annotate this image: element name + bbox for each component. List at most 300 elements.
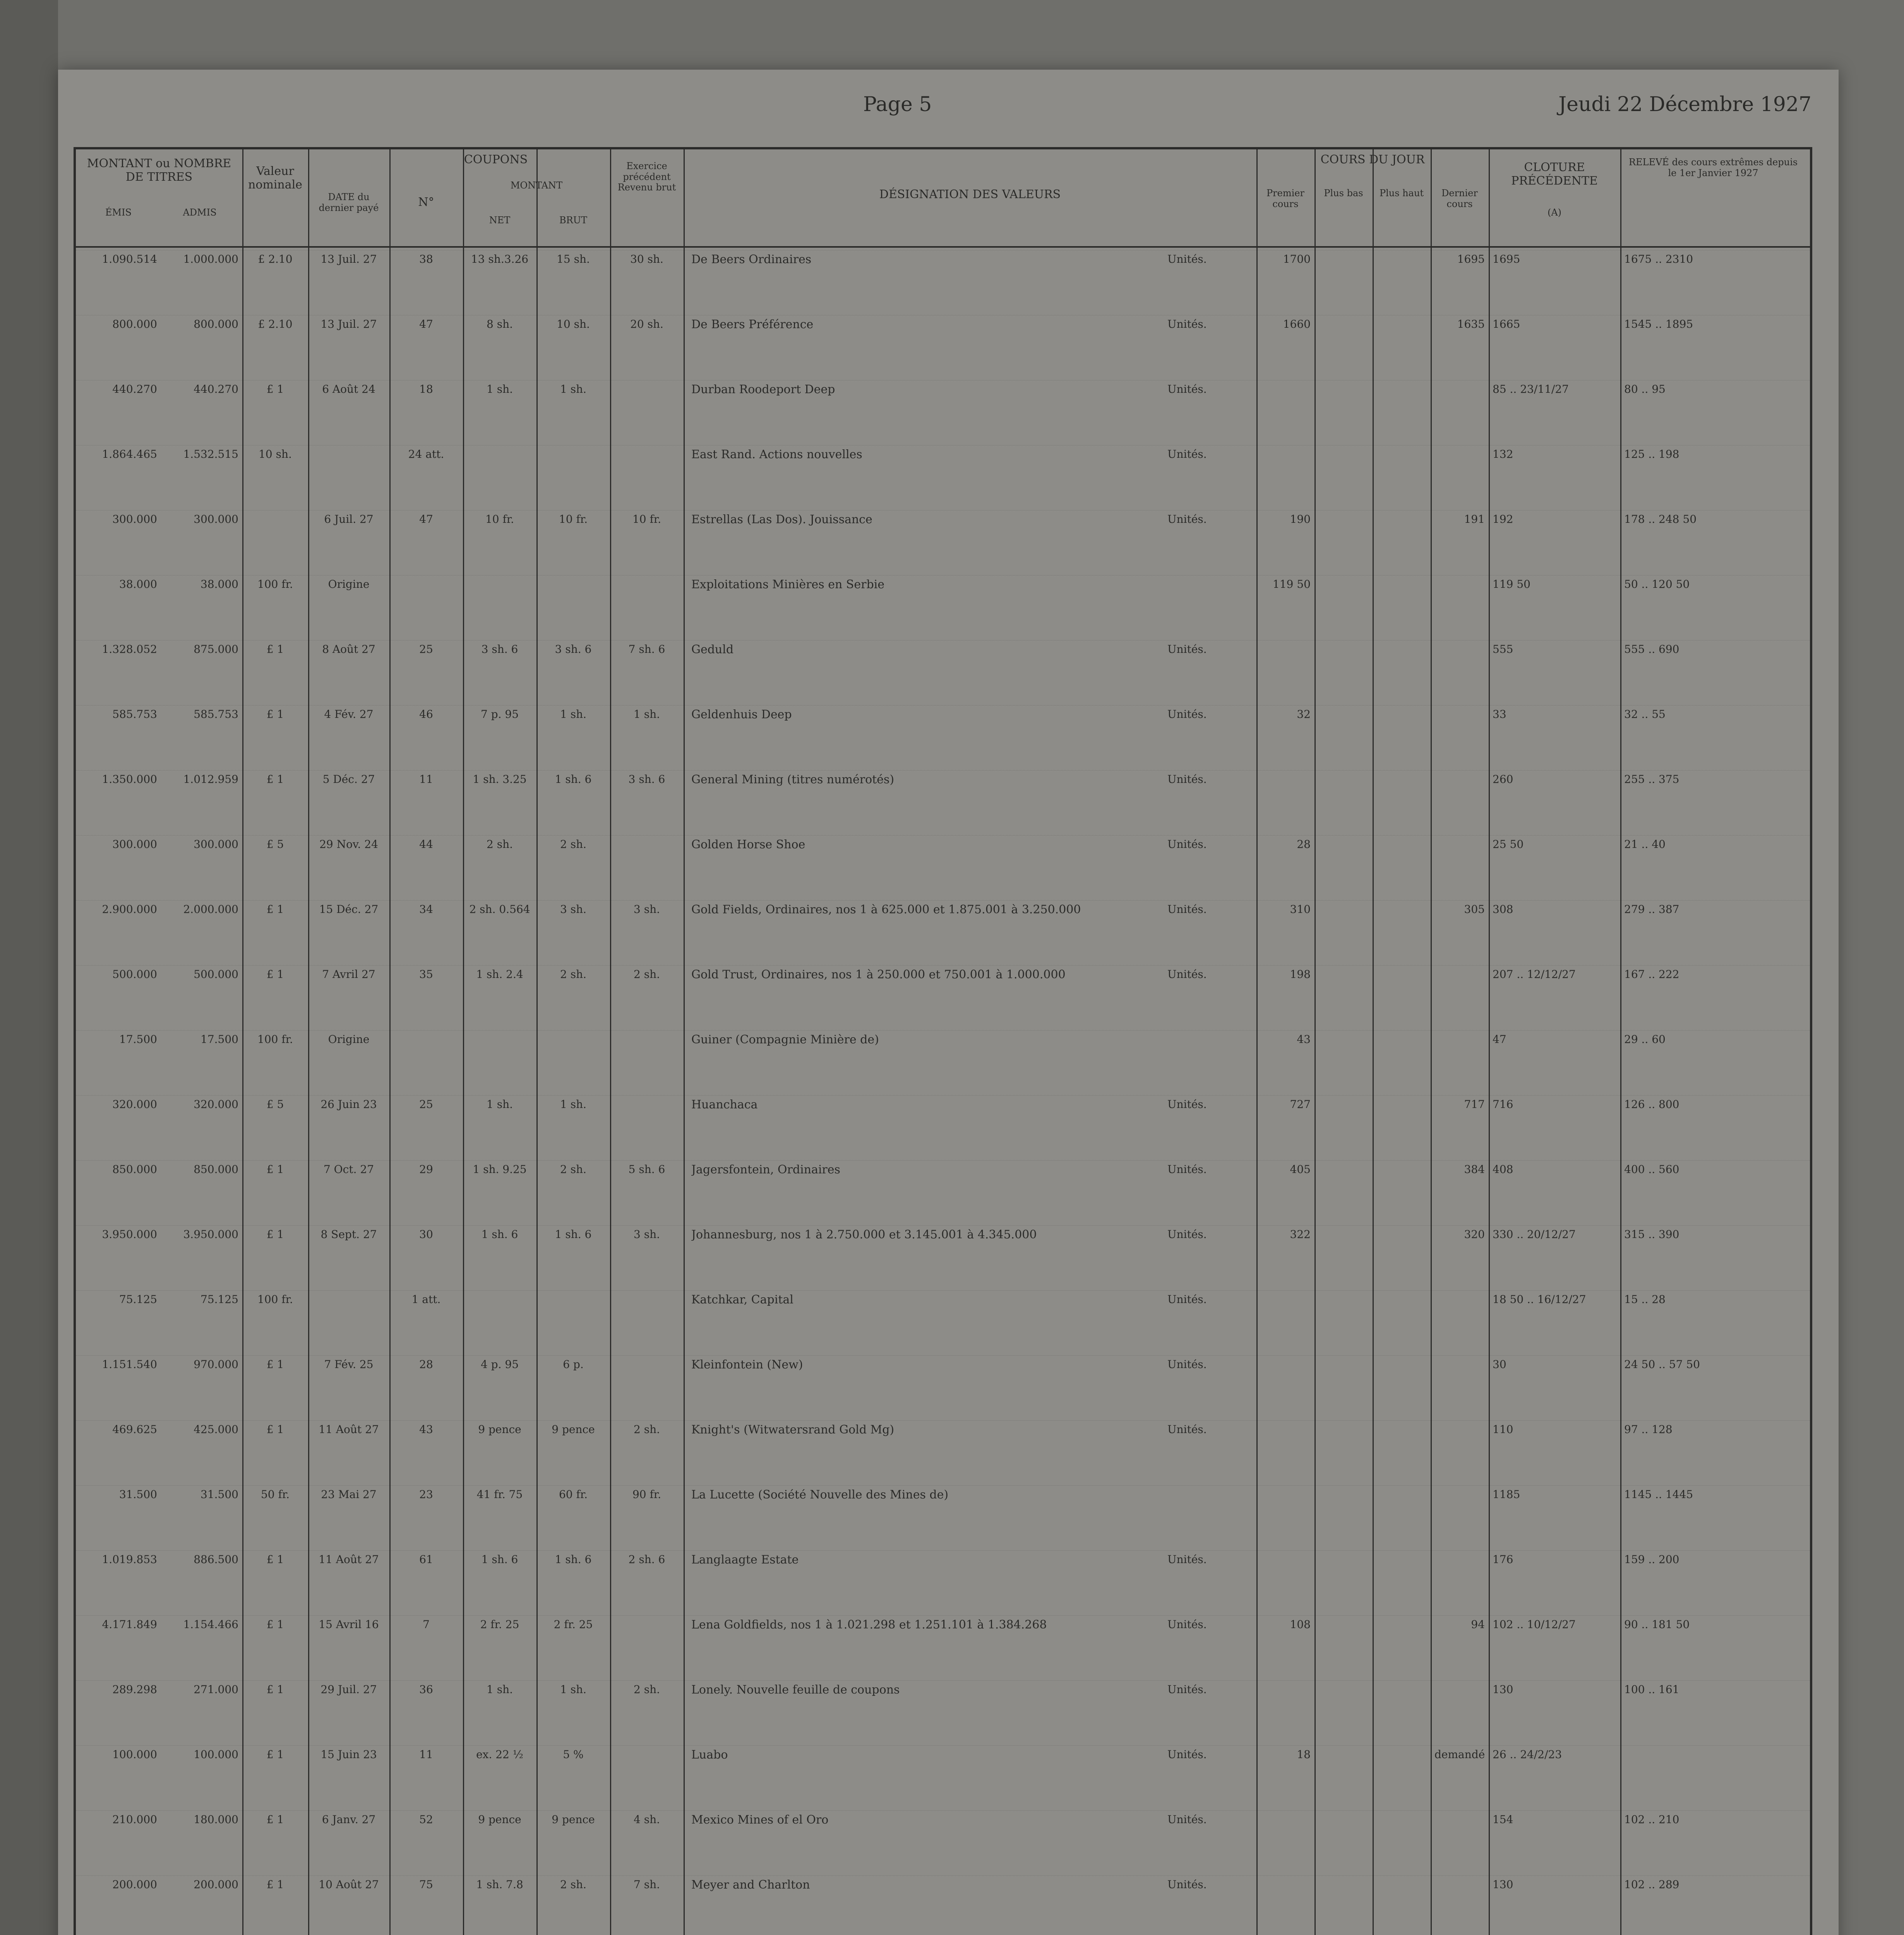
cell-date: 8 Août 27 <box>322 643 375 656</box>
cell-dernier: 717 <box>1464 1098 1485 1111</box>
cell-designation: General Mining (titres numérotés) <box>691 773 895 786</box>
cell-cloture: 33 <box>1493 708 1506 721</box>
header-montant: MONTANT ou NOMBRE DE TITRES <box>87 157 231 184</box>
header-plus-bas: Plus bas <box>1324 188 1363 199</box>
header-emis: ÉMIS <box>105 207 132 218</box>
cell-date: 5 Déc. 27 <box>322 773 375 786</box>
cell-no: 11 <box>419 1748 433 1761</box>
cell-dernier: 384 <box>1464 1163 1485 1176</box>
cell-releve: 279 .. 387 <box>1624 903 1679 916</box>
table-body <box>76 250 1810 1935</box>
cell-emis: 1.350.000 <box>102 773 157 786</box>
cell-cloture: 25 50 <box>1493 838 1524 851</box>
cell-date: 6 Août 24 <box>322 383 375 396</box>
cell-emis: 200.000 <box>112 1878 157 1891</box>
cell-date: Origine <box>328 1033 370 1046</box>
cell-brut: 1 sh. <box>560 383 587 396</box>
cell-premier: 1660 <box>1283 318 1311 330</box>
cell-unit: Unités. <box>1167 318 1207 330</box>
cell-emis: 38.000 <box>119 578 157 591</box>
cell-date: 7 Avril 27 <box>322 968 375 981</box>
cell-nominal: £ 1 <box>266 968 284 981</box>
cell-admis: 425.000 <box>194 1423 238 1436</box>
cell-brut: 2 sh. <box>560 1878 587 1891</box>
cell-premier: 43 <box>1297 1033 1311 1046</box>
cell-unit: Unités. <box>1167 1553 1207 1566</box>
cell-date: 11 Août 27 <box>319 1423 379 1436</box>
cell-date: 8 Sept. 27 <box>320 1228 377 1241</box>
cell-admis: 886.500 <box>194 1553 238 1566</box>
table-row <box>76 1420 1810 1486</box>
cell-nominal: £ 1 <box>266 708 284 721</box>
cell-brut: 10 fr. <box>559 513 588 526</box>
cell-designation: Gold Fields, Ordinaires, nos 1 à 625.000 et 1.875.001 à 3.250.000 <box>691 903 1081 916</box>
cell-net: 2 sh. <box>486 838 513 851</box>
cell-releve: 102 .. 289 <box>1624 1878 1679 1891</box>
cell-brut: 1 sh. <box>560 708 587 721</box>
cell-brut: 9 pence <box>552 1423 595 1436</box>
cell-emis: 320.000 <box>112 1098 157 1111</box>
cell-designation: Kleinfontein (New) <box>691 1358 803 1372</box>
cell-net: 2 fr. 25 <box>480 1618 519 1631</box>
table-row <box>76 965 1810 1031</box>
table-row <box>76 835 1810 901</box>
cell-releve: 90 .. 181 50 <box>1624 1618 1690 1631</box>
cell-exercice: 3 sh. <box>633 1228 660 1241</box>
cell-brut: 15 sh. <box>557 253 590 265</box>
cell-cloture: 192 <box>1493 513 1513 526</box>
cell-nominal: £ 1 <box>266 1228 284 1241</box>
cell-designation: Gold Trust, Ordinaires, nos 1 à 250.000 et 750.001 à 1.000.000 <box>691 968 1066 981</box>
cell-admis: 2.000.000 <box>183 903 238 916</box>
header-cours-du-jour: COURS DU JOUR <box>1320 153 1425 166</box>
cell-emis: 800.000 <box>112 318 157 330</box>
cell-net: 1 sh. 6 <box>481 1553 518 1566</box>
cell-exercice: 2 sh. 6 <box>628 1553 665 1566</box>
cell-date: 15 Avril 16 <box>319 1618 379 1631</box>
cell-nominal: 100 fr. <box>257 1293 293 1306</box>
cell-no: 29 <box>419 1163 433 1176</box>
table-row <box>76 900 1810 966</box>
cell-designation: Guiner (Compagnie Minière de) <box>691 1033 879 1046</box>
cell-unit: Unités. <box>1167 1228 1207 1241</box>
header-admis: ADMIS <box>183 207 217 218</box>
cell-net: 9 pence <box>478 1813 521 1826</box>
cell-nominal: £ 1 <box>266 643 284 656</box>
cell-nominal: £ 1 <box>266 1553 284 1566</box>
cell-net: 7 p. 95 <box>480 708 519 721</box>
cell-cloture: 330 .. 20/12/27 <box>1493 1228 1576 1241</box>
cell-admis: 875.000 <box>194 643 238 656</box>
cell-unit: Unités. <box>1167 1098 1207 1111</box>
cell-premier: 108 <box>1290 1618 1311 1631</box>
cell-dernier: demandé <box>1434 1748 1485 1761</box>
cell-no: 11 <box>419 773 433 786</box>
header-numero: N° <box>418 195 434 209</box>
cell-unit: Unités. <box>1167 643 1207 656</box>
cell-unit: Unités. <box>1167 253 1207 265</box>
cell-admis: 1.000.000 <box>183 253 238 265</box>
cell-admis: 300.000 <box>194 838 238 851</box>
cell-no: 7 <box>423 1618 430 1631</box>
cell-releve: 1545 .. 1895 <box>1624 318 1693 330</box>
cell-cloture: 130 <box>1493 1878 1513 1891</box>
cell-date: 15 Juin 23 <box>320 1748 377 1761</box>
cell-unit: Unités. <box>1167 1293 1207 1306</box>
cell-releve: 50 .. 120 50 <box>1624 578 1690 591</box>
cell-no: 75 <box>419 1878 433 1891</box>
cell-releve: 102 .. 210 <box>1624 1813 1679 1826</box>
table-row <box>76 1095 1810 1161</box>
header-dernier-cours: Dernier cours <box>1441 188 1478 209</box>
cell-nominal: £ 1 <box>266 1748 284 1761</box>
cell-exercice: 90 fr. <box>632 1488 662 1501</box>
cell-releve: 126 .. 800 <box>1624 1098 1679 1111</box>
cell-releve: 97 .. 128 <box>1624 1423 1673 1436</box>
cell-releve: 178 .. 248 50 <box>1624 513 1697 526</box>
cell-cloture: 1665 <box>1493 318 1520 330</box>
cell-releve: 100 .. 161 <box>1624 1683 1679 1696</box>
cell-designation: La Lucette (Société Nouvelle des Mines de) <box>691 1488 949 1502</box>
cell-nominal: 100 fr. <box>257 1033 293 1046</box>
cell-premier: 322 <box>1290 1228 1311 1241</box>
cell-brut: 5 % <box>563 1748 584 1761</box>
header-coupons: COUPONS <box>464 153 528 166</box>
cell-net: 1 sh. 2.4 <box>476 968 523 981</box>
page-date: Jeudi 22 Décembre 1927 <box>1558 93 1811 116</box>
table-row <box>76 1745 1810 1811</box>
cell-emis: 17.500 <box>119 1033 157 1046</box>
cell-net: 2 sh. 0.564 <box>469 903 530 916</box>
cell-net: 1 sh. 7.8 <box>476 1878 523 1891</box>
table-row <box>76 250 1810 315</box>
cell-net: 41 fr. 75 <box>476 1488 523 1501</box>
cell-cloture: 1185 <box>1493 1488 1520 1501</box>
cell-nominal: £ 1 <box>266 383 284 396</box>
cell-cloture: 47 <box>1493 1033 1506 1046</box>
table-header <box>76 149 1810 248</box>
cell-premier: 310 <box>1290 903 1311 916</box>
table-row <box>76 380 1810 445</box>
cell-emis: 1.151.540 <box>102 1358 157 1371</box>
table-row <box>76 705 1810 771</box>
cell-cloture: 308 <box>1493 903 1513 916</box>
cell-unit: Unités. <box>1167 1748 1207 1761</box>
cell-nominal: 100 fr. <box>257 578 293 591</box>
cell-exercice: 2 sh. <box>633 968 660 981</box>
cell-no: 23 <box>419 1488 433 1501</box>
cell-net: 1 sh. 6 <box>481 1228 518 1241</box>
cell-emis: 210.000 <box>112 1813 157 1826</box>
cell-cloture: 132 <box>1493 448 1513 461</box>
cell-cloture: 716 <box>1493 1098 1513 1111</box>
cell-releve: 400 .. 560 <box>1624 1163 1679 1176</box>
cell-brut: 1 sh. <box>560 1098 587 1111</box>
cell-net: 1 sh. <box>486 1683 513 1696</box>
cell-cloture: 102 .. 10/12/27 <box>1493 1618 1576 1631</box>
cell-date: Origine <box>328 578 370 591</box>
cell-releve: 29 .. 60 <box>1624 1033 1666 1046</box>
cell-nominal: £ 5 <box>266 1098 284 1111</box>
cell-admis: 180.000 <box>194 1813 238 1826</box>
cell-date: 29 Juil. 27 <box>320 1683 377 1696</box>
table-row <box>76 510 1810 575</box>
cell-no: 61 <box>419 1553 433 1566</box>
cell-nominal: £ 1 <box>266 1878 284 1891</box>
cell-unit: Unités. <box>1167 1423 1207 1436</box>
cell-net: 4 p. 95 <box>480 1358 519 1371</box>
cell-designation: Estrellas (Las Dos). Jouissance <box>691 513 872 526</box>
cell-no: 25 <box>419 1098 433 1111</box>
cell-exercice: 1 sh. <box>633 708 660 721</box>
cell-nominal: £ 2.10 <box>258 318 293 330</box>
cell-nominal: £ 2.10 <box>258 253 293 265</box>
cell-releve: 159 .. 200 <box>1624 1553 1679 1566</box>
cell-admis: 17.500 <box>201 1033 238 1046</box>
cell-admis: 970.000 <box>194 1358 238 1371</box>
cell-unit: Unités. <box>1167 1358 1207 1371</box>
header-valeur-nominale: Valeur nominale <box>248 164 302 192</box>
cell-premier: 18 <box>1297 1748 1311 1761</box>
cell-releve: 21 .. 40 <box>1624 838 1666 851</box>
cell-date: 26 Juin 23 <box>320 1098 377 1111</box>
cell-designation: East Rand. Actions nouvelles <box>691 448 862 461</box>
cell-cloture: 119 50 <box>1493 578 1530 591</box>
cell-dernier: 320 <box>1464 1228 1485 1241</box>
cell-exercice: 2 sh. <box>633 1423 660 1436</box>
cell-date: 7 Fév. 25 <box>324 1358 374 1371</box>
cell-admis: 1.532.515 <box>183 448 238 461</box>
cell-unit: Unités. <box>1167 1618 1207 1631</box>
cell-no: 34 <box>419 903 433 916</box>
cell-releve: 1675 .. 2310 <box>1624 253 1693 265</box>
cell-no: 30 <box>419 1228 433 1241</box>
cell-unit: Unités. <box>1167 903 1207 916</box>
header-montant-coupon: MONTANT <box>510 180 563 191</box>
cell-exercice: 4 sh. <box>633 1813 660 1826</box>
header-plus-haut: Plus haut <box>1379 188 1424 199</box>
header-exercice: Exercice précédent Revenu brut <box>617 161 676 193</box>
cell-designation: Lena Goldfields, nos 1 à 1.021.298 et 1.251.101 à 1.384.268 <box>691 1618 1047 1632</box>
cell-admis: 1.154.466 <box>183 1618 238 1631</box>
page-number: Page 5 <box>863 93 932 116</box>
cell-date: 13 Juil. 27 <box>320 318 377 330</box>
cell-exercice: 3 sh. <box>633 903 660 916</box>
cell-exercice: 20 sh. <box>630 318 663 330</box>
cell-unit: Unités. <box>1167 448 1207 461</box>
table-row <box>76 1810 1810 1876</box>
cell-brut: 2 sh. <box>560 838 587 851</box>
cell-premier: 32 <box>1297 708 1311 721</box>
cell-net: 13 sh.3.26 <box>471 253 529 265</box>
cell-emis: 31.500 <box>119 1488 157 1501</box>
cell-date: 23 Mai 27 <box>321 1488 377 1501</box>
table-row <box>76 1875 1810 1935</box>
table-row <box>76 640 1810 706</box>
header-brut: BRUT <box>559 215 587 226</box>
cell-emis: 850.000 <box>112 1163 157 1176</box>
cell-premier: 198 <box>1290 968 1311 981</box>
cell-admis: 585.753 <box>194 708 238 721</box>
quotation-table <box>74 147 1812 1935</box>
cell-unit: Unités. <box>1167 773 1207 786</box>
cell-brut: 6 p. <box>563 1358 584 1371</box>
cell-emis: 440.270 <box>112 383 157 396</box>
table-row <box>76 575 1810 640</box>
cell-no: 24 att. <box>408 448 444 461</box>
table-row <box>76 1290 1810 1356</box>
cell-no: 38 <box>419 253 433 265</box>
cell-emis: 3.950.000 <box>102 1228 157 1241</box>
cell-cloture: 30 <box>1493 1358 1506 1371</box>
cell-emis: 500.000 <box>112 968 157 981</box>
table-row <box>76 1615 1810 1681</box>
cell-brut: 1 sh. 6 <box>555 1228 592 1241</box>
cell-nominal: 50 fr. <box>260 1488 290 1501</box>
cell-exercice: 2 sh. <box>633 1683 660 1696</box>
cell-admis: 38.000 <box>201 578 238 591</box>
table-row <box>76 1355 1810 1421</box>
cell-cloture: 18 50 .. 16/12/27 <box>1493 1293 1586 1306</box>
cell-admis: 440.270 <box>194 383 238 396</box>
cell-admis: 271.000 <box>194 1683 238 1696</box>
cell-admis: 200.000 <box>194 1878 238 1891</box>
table-row <box>76 315 1810 380</box>
cell-emis: 1.090.514 <box>102 253 157 265</box>
cell-admis: 850.000 <box>194 1163 238 1176</box>
cell-dernier: 94 <box>1471 1618 1485 1631</box>
cell-unit: Unités. <box>1167 1163 1207 1176</box>
cell-dernier: 191 <box>1464 513 1485 526</box>
cell-cloture: 26 .. 24/2/23 <box>1493 1748 1562 1761</box>
cell-exercice: 30 sh. <box>630 253 663 265</box>
cell-brut: 2 sh. <box>560 1163 587 1176</box>
cell-designation: Geldenhuis Deep <box>691 708 792 721</box>
cell-admis: 100.000 <box>194 1748 238 1761</box>
cell-unit: Unités. <box>1167 1878 1207 1891</box>
cell-no: 46 <box>419 708 433 721</box>
cell-date: 15 Déc. 27 <box>319 903 379 916</box>
cell-admis: 3.950.000 <box>183 1228 238 1241</box>
cell-emis: 469.625 <box>112 1423 157 1436</box>
cell-exercice: 10 fr. <box>632 513 662 526</box>
cell-date: 13 Juil. 27 <box>320 253 377 265</box>
cell-brut: 60 fr. <box>559 1488 588 1501</box>
cell-no: 43 <box>419 1423 433 1436</box>
table-row <box>76 1160 1810 1226</box>
cell-designation: Golden Horse Shoe <box>691 838 805 851</box>
cell-dernier: 1695 <box>1457 253 1485 265</box>
cell-brut: 1 sh. <box>560 1683 587 1696</box>
cell-designation: Lonely. Nouvelle feuille de coupons <box>691 1683 900 1697</box>
cell-unit: Unités. <box>1167 513 1207 526</box>
cell-admis: 320.000 <box>194 1098 238 1111</box>
cell-emis: 300.000 <box>112 838 157 851</box>
cell-nominal: £ 1 <box>266 1423 284 1436</box>
cell-unit: Unités. <box>1167 838 1207 851</box>
cell-releve: 24 50 .. 57 50 <box>1624 1358 1700 1371</box>
cell-no: 36 <box>419 1683 433 1696</box>
cell-designation: Exploitations Minières en Serbie <box>691 578 884 591</box>
cell-cloture: 110 <box>1493 1423 1513 1436</box>
cell-releve: 167 .. 222 <box>1624 968 1679 981</box>
cell-premier: 405 <box>1290 1163 1311 1176</box>
table-row <box>76 445 1810 510</box>
cell-nominal: £ 5 <box>266 838 284 851</box>
table-row <box>76 1030 1810 1096</box>
cell-admis: 500.000 <box>194 968 238 981</box>
header-releve: RELEVÉ des cours extrêmes depuis le 1er Janvier 1927 <box>1628 157 1798 178</box>
cell-no: 47 <box>419 513 433 526</box>
cell-date: 7 Oct. 27 <box>323 1163 374 1176</box>
cell-nominal: £ 1 <box>266 1683 284 1696</box>
cell-net: 1 sh. 9.25 <box>473 1163 527 1176</box>
cell-emis: 4.171.849 <box>102 1618 157 1631</box>
cell-nominal: £ 1 <box>266 1813 284 1826</box>
cell-dernier: 1635 <box>1457 318 1485 330</box>
cell-releve: 15 .. 28 <box>1624 1293 1666 1306</box>
cell-designation: Katchkar, Capital <box>691 1293 793 1307</box>
cell-net: ex. 22 ½ <box>476 1748 523 1761</box>
cell-date: 10 Août 27 <box>319 1878 379 1891</box>
cell-designation: Johannesburg, nos 1 à 2.750.000 et 3.145.001 à 4.345.000 <box>691 1228 1037 1241</box>
cell-brut: 3 sh. 6 <box>555 643 592 656</box>
cell-cloture: 1695 <box>1493 253 1520 265</box>
cell-net: 8 sh. <box>486 318 513 330</box>
cell-admis: 300.000 <box>194 513 238 526</box>
cell-cloture: 154 <box>1493 1813 1513 1826</box>
cell-dernier: 305 <box>1464 903 1485 916</box>
cell-cloture: 130 <box>1493 1683 1513 1696</box>
header-net: NET <box>489 215 511 226</box>
cell-nominal: £ 1 <box>266 1163 284 1176</box>
cell-designation: Jagersfontein, Ordinaires <box>691 1163 840 1176</box>
cell-releve: 315 .. 390 <box>1624 1228 1679 1241</box>
cell-net: 1 sh. <box>486 1098 513 1111</box>
cell-net: 1 sh. 3.25 <box>473 773 527 786</box>
cell-exercice: 5 sh. 6 <box>628 1163 665 1176</box>
cell-releve: 32 .. 55 <box>1624 708 1666 721</box>
table-row <box>76 1550 1810 1616</box>
cell-nominal: £ 1 <box>266 773 284 786</box>
cell-emis: 2.900.000 <box>102 903 157 916</box>
cell-designation: De Beers Préférence <box>691 318 814 331</box>
cell-cloture: 555 <box>1493 643 1513 656</box>
cell-releve: 80 .. 95 <box>1624 383 1666 396</box>
cell-date: 4 Fév. 27 <box>324 708 374 721</box>
cell-nominal: £ 1 <box>266 1618 284 1631</box>
cell-date: 6 Janv. 27 <box>322 1813 376 1826</box>
cell-designation: Knight's (Witwatersrand Gold Mg) <box>691 1423 895 1437</box>
cell-designation: Meyer and Charlton <box>691 1878 810 1892</box>
cell-releve: 255 .. 375 <box>1624 773 1679 786</box>
cell-releve: 1145 .. 1445 <box>1624 1488 1693 1501</box>
cell-brut: 10 sh. <box>557 318 590 330</box>
header-date: DATE du dernier payé <box>319 192 379 213</box>
cell-releve: 555 .. 690 <box>1624 643 1679 656</box>
header-cloture-sub: (A) <box>1547 207 1562 218</box>
cell-brut: 9 pence <box>552 1813 595 1826</box>
cell-net: 9 pence <box>478 1423 521 1436</box>
cell-brut: 3 sh. <box>560 903 587 916</box>
header-cloture: CLOTURE PRÉCÉDENTE <box>1511 161 1598 188</box>
cell-date: 29 Nov. 24 <box>319 838 378 851</box>
cell-date: 11 Août 27 <box>319 1553 379 1566</box>
cell-exercice: 7 sh. 6 <box>628 643 665 656</box>
cell-no: 25 <box>419 643 433 656</box>
cell-no: 52 <box>419 1813 433 1826</box>
cell-designation: Mexico Mines of el Oro <box>691 1813 829 1827</box>
